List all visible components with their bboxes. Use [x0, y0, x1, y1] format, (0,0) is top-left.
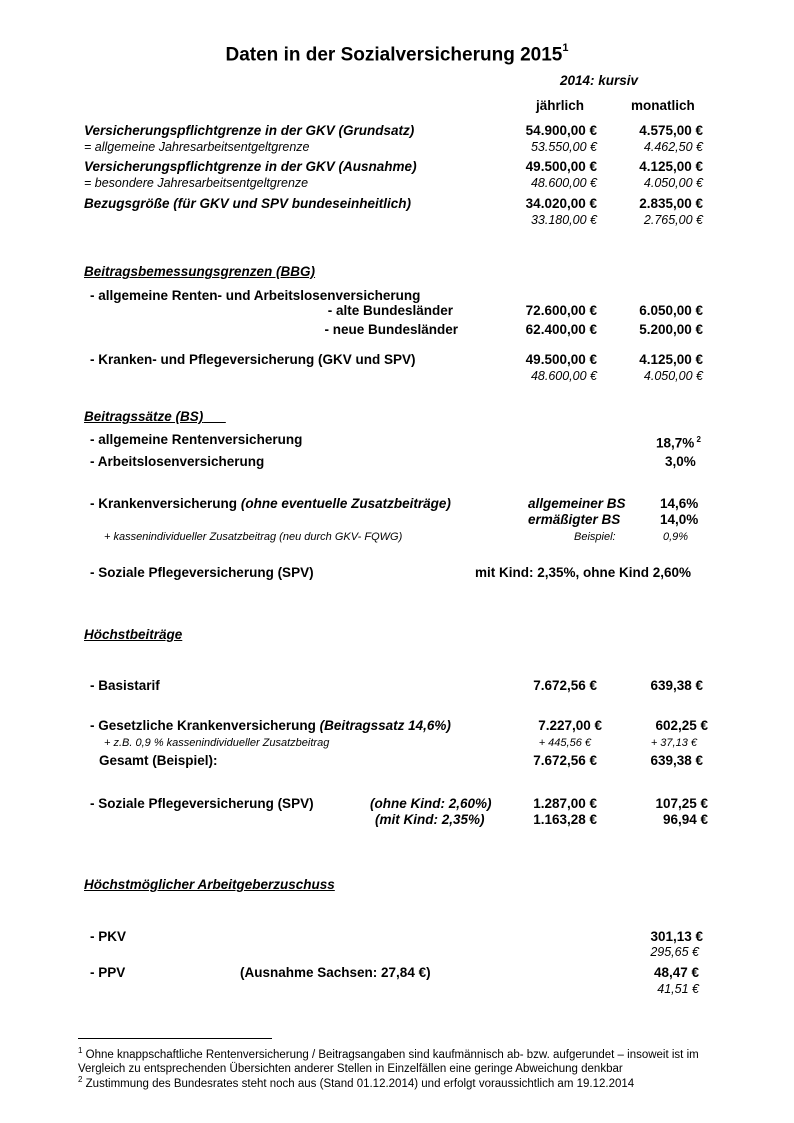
hb-gkv-month: 602,25 € [655, 718, 708, 733]
vpg-grundsatz-year: 54.900,00 € [525, 123, 597, 138]
vpg-grundsatz-month: 4.575,00 € [639, 123, 703, 138]
hb-gkv-label: - Gesetzliche Krankenversicherung (Beitragssatz 14,6%) [90, 718, 451, 733]
hb-gkv-year: 7.227,00 € [538, 718, 602, 733]
hb-mit-month: 96,94 € [662, 812, 708, 827]
hb-spv-label: - Soziale Pflegeversicherung (SPV) [90, 796, 314, 811]
bbg-neue-month: 5.200,00 € [639, 322, 703, 337]
hb-zb-year: + 445,56 € [538, 737, 591, 749]
bbg-neue-label: - neue Bundesländer [324, 322, 458, 337]
vpg-grundsatz-label: Versicherungspflichtgrenze in der GKV (Grundsatz) [84, 123, 415, 138]
footnote-divider [78, 1038, 272, 1039]
ag-heading: Höchstmöglicher Arbeitgeberzuschuss [84, 877, 335, 892]
bbg-heading: Beitragsbemessungsgrenzen (BBG) [84, 264, 316, 279]
vpg-ausnahme-year14: 48.600,00 € [530, 176, 597, 190]
hb-heading: Höchstbeiträge [84, 627, 183, 642]
bs-beispiel-value: 0,9% [663, 531, 689, 543]
ag-ppv-label: - PPV [90, 965, 126, 980]
bbg-kv-year14: 48.600,00 € [530, 369, 597, 383]
bbg-alte-month: 6.050,00 € [639, 303, 703, 318]
hb-basis-year: 7.672,56 € [533, 678, 597, 693]
bs-alv-value: 3,0% [665, 454, 696, 469]
bezugsgroesse-month14: 2.765,00 € [643, 213, 703, 227]
hb-gesamt-label: Gesamt (Beispiel): [99, 753, 218, 768]
vpg-ausnahme-month: 4.125,00 € [639, 159, 703, 174]
bezugsgroesse-year14: 33.180,00 € [530, 213, 597, 227]
bs-rv-value: 18,7% $^2$ [656, 435, 701, 451]
bbg-neue-year: 62.400,00 € [525, 322, 597, 337]
footnote-2: $^2$ Zustimmung des Bundesrates steht noch aus (Stand 01.12.2014) und erfolgt voraussichtlich am 19.12.2014 [78, 1075, 635, 1090]
bezugsgroesse-year: 34.020,00 € [525, 196, 597, 211]
hb-zb-month: + 37,13 € [650, 737, 697, 749]
hb-ohne-month: 107,25 € [655, 796, 708, 811]
bbg-kv-month: 4.125,00 € [639, 352, 703, 367]
vpg-ausnahme-sub: = besondere Jahresarbeitsentgeltgrenze [84, 176, 309, 190]
hb-ohne-label: (ohne Kind: 2,60%) [370, 796, 492, 811]
bs-allg-label: allgemeiner BS [528, 496, 626, 511]
bs-rv-label: - allgemeine Rentenversicherung [90, 432, 303, 447]
ag-pkv-value: 301,13 € [650, 929, 703, 944]
vpg-ausnahme-label: Versicherungspflichtgrenze in der GKV (Ausnahme) [84, 159, 417, 174]
hb-gesamt-month: 639,38 € [650, 753, 703, 768]
legend-note: 2014: kursiv [560, 73, 639, 88]
ag-pkv-label: - PKV [90, 929, 127, 944]
hb-zb-label: + z.B. 0,9 % kassenindividueller Zusatzbeitrag [104, 737, 330, 749]
bs-erm-label: ermäßigter BS [528, 512, 621, 527]
bs-alv-label: - Arbeitslosenversicherung [90, 454, 265, 469]
bs-allg-value: 14,6% [660, 496, 699, 511]
bs-kv-label: - Krankenversicherung (ohne eventuelle Zusatzbeiträge) [90, 496, 451, 511]
bbg-kv-label: - Kranken- und Pflegeversicherung (GKV und SPV) [90, 352, 416, 367]
col-header-month: monatlich [631, 98, 695, 113]
ag-ppv-value: 48,47 € [653, 965, 699, 980]
bbg-kv-month14: 4.050,00 € [643, 369, 703, 383]
bs-erm-value: 14,0% [660, 512, 699, 527]
bbg-rv-label: - allgemeine Renten- und Arbeitslosenversicherung [90, 288, 421, 303]
hb-basis-label: - Basistarif [90, 678, 160, 693]
footnote-1: $^1$ Ohne knappschaftliche Rentenversicherung / Beitragsangaben sind kaufmännisch ab- bzw. aufgerundet – insoweit ist im Vergleich zu entsprechenden Übersichten anderer Stellen in Einzelfällen eine geringe Abweichung denkbar [78, 1046, 699, 1075]
bs-spv-value: mit Kind: 2,35%, ohne Kind 2,60% [475, 565, 692, 580]
vpg-grundsatz-month14: 4.462,50 € [643, 140, 703, 154]
bs-spv-label: - Soziale Pflegeversicherung (SPV) [90, 565, 314, 580]
bezugsgroesse-label: Bezugsgröße (für GKV und SPV bundeseinheitlich) [84, 196, 412, 211]
hb-mit-label: (mit Kind: 2,35%) [375, 812, 485, 827]
bbg-alte-year: 72.600,00 € [525, 303, 597, 318]
bbg-kv-year: 49.500,00 € [525, 352, 597, 367]
hb-basis-month: 639,38 € [650, 678, 703, 693]
bs-zusatz-label: + kassenindividueller Zusatzbeitrag (neu durch GKV- FQWG) [104, 531, 403, 543]
hb-ohne-year: 1.287,00 € [533, 796, 597, 811]
bs-beispiel-label: Beispiel: [574, 531, 616, 543]
vpg-grundsatz-sub: = allgemeine Jahresarbeitsentgeltgrenze [84, 140, 310, 154]
hb-gesamt-year: 7.672,56 € [533, 753, 597, 768]
bs-heading: Beitragssätze (BS) [84, 409, 204, 424]
ag-ppv-note: (Ausnahme Sachsen: 27,84 €) [240, 965, 431, 980]
bezugsgroesse-month: 2.835,00 € [639, 196, 703, 211]
vpg-ausnahme-year: 49.500,00 € [525, 159, 597, 174]
vpg-grundsatz-year14: 53.550,00 € [530, 140, 597, 154]
page-title: Daten in der Sozialversicherung 2015$^1$ [225, 42, 569, 66]
vpg-ausnahme-month14: 4.050,00 € [643, 176, 703, 190]
ag-pkv-value14: 295,65 € [650, 945, 699, 959]
ag-ppv-value14: 41,51 € [657, 982, 699, 996]
col-header-year: jährlich [536, 98, 585, 113]
bbg-alte-label: - alte Bundesländer [327, 303, 453, 318]
hb-mit-year: 1.163,28 € [533, 812, 597, 827]
